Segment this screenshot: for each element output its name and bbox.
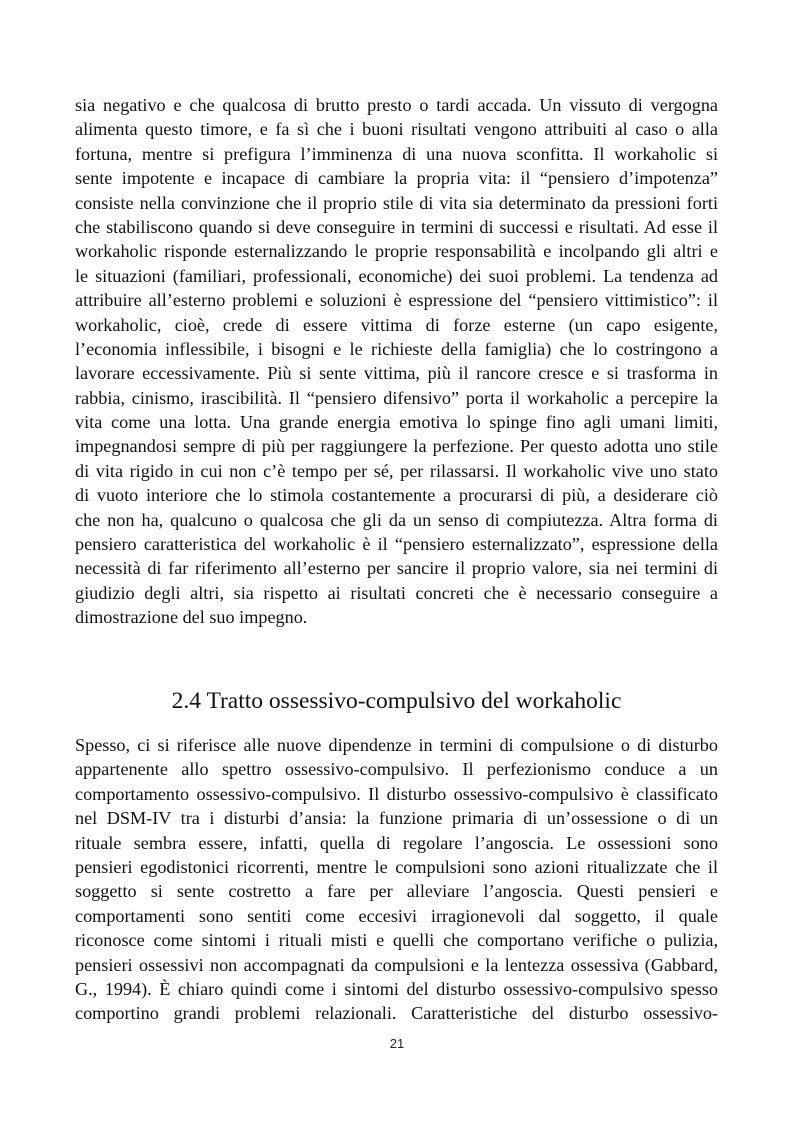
paragraph-line: comportamenti sono sentiti come eccesivi irragionevoli dal soggetto, il quale (75, 905, 718, 926)
paragraph-line: riconosce come sintomi i rituali misti e quelli che comportano verifiche o pulizia, (75, 930, 718, 951)
paragraph-line: attribuire all’esterno problemi e soluzioni è espressione del “pensiero vittimistico”: il (75, 290, 718, 311)
paragraph-line: G., 1994). È chiaro quindi come i sintomi del disturbo ossessivo-compulsivo spesso (75, 978, 718, 999)
paragraph-line: pensieri egodistonici ricorrenti, mentre le compulsioni sono azioni ritualizzate che il (75, 856, 718, 877)
paragraph-line: l’economia inflessibile, i bisogni e le richieste della famiglia) che lo costringono a (75, 338, 718, 359)
paragraph-line: workaholic, cioè, crede di essere vittima di forze esterne (un capo esigente, (75, 314, 718, 335)
paragraph-line: che non ha, qualcuno o qualcosa che gli da un senso di compiutezza. Altra forma di (75, 509, 718, 530)
paragraph-line: alimenta questo timore, e fa sì che i buoni risultati vengono attribuiti al caso o alla (75, 119, 718, 140)
paragraph-line: vita come una lotta. Una grande energia emotiva lo spinge fino agli umani limiti, (75, 412, 718, 433)
paragraph-line: Spesso, ci si riferisce alle nuove dipendenze in termini di compulsione o di disturbo (75, 735, 718, 755)
paragraph-line: rabbia, cinismo, irascibilità. Il “pensiero difensivo” porta il workaholic a percepire la (75, 387, 718, 408)
paragraph-line: che stabiliscono quando si deve conseguire in termini di successi e risultati. Ad esse il (75, 216, 718, 237)
paragraph-line: fortuna, mentre si prefigura l’imminenza di una nuova sconfitta. Il workaholic si (75, 143, 718, 164)
paragraph-line: comportino grandi problemi relazionali. Caratteristiche del disturbo ossessivo- (75, 1003, 718, 1024)
paragraph-line: lavorare eccessivamente. Più si sente vittima, più il rancore cresce e si trasforma in (75, 363, 718, 384)
paragraph-line: impegnandosi sempre di più per raggiungere la perfezione. Per questo adotta uno stile (75, 436, 718, 457)
paragraph-line: sente impotente e incapace di cambiare la propria vita: il “pensiero d’impotenza” (75, 168, 718, 189)
paragraph-line: appartenente allo spettro ossessivo-compulsivo. Il perfezionismo conduce a un (75, 759, 718, 780)
page-number: 21 (389, 1036, 405, 1051)
paragraph-line: di vuoto interiore che lo stimola costantemente a procurarsi di più, a desiderare ciò (75, 485, 718, 506)
paragraph-line: pensiero caratteristica del workaholic è il “pensiero esternalizzato”, espressione della (75, 534, 718, 555)
paragraph-line: le situazioni (familiari, professionali, economiche) dei suoi problemi. La tendenza ad (75, 265, 718, 286)
paragraph-line: dimostrazione del suo impegno. (75, 607, 308, 628)
paragraph-line: workaholic risponde esternalizzando le proprie responsabilità e incolpando gli altri e (75, 241, 718, 262)
paragraph-line: comportamento ossessivo-compulsivo. Il disturbo ossessivo-compulsivo è classificato (75, 783, 718, 804)
paragraph-line: rituale sembra essere, infatti, quella di regolare l’angoscia. Le ossessioni sono (75, 832, 718, 853)
paragraph-line: necessità di far riferimento all’esterno per sancire il proprio valore, sia nei termini di (75, 558, 718, 579)
paragraph-line: soggetto si sente costretto a fare per alleviare l’angoscia. Questi pensieri e (75, 881, 718, 902)
paragraph-line: consiste nella convinzione che il proprio stile di vita sia determinato da pressioni forti (75, 192, 718, 213)
section-heading: 2.4 Tratto ossessivo-compulsivo del workaholic (171, 688, 622, 714)
paragraph-line: di vita rigido in cui non c’è tempo per sé, per rilassarsi. Il workaholic vive uno stato (75, 460, 718, 481)
paragraph-line: nel DSM-IV tra i disturbi d’ansia: la funzione primaria di un’ossessione o di un (75, 808, 718, 829)
paragraph-line: sia negativo e che qualcosa di brutto presto o tardi accada. Un vissuto di vergogna (75, 95, 718, 115)
body-paragraph-1 (75, 93, 718, 630)
body-paragraph-2 (75, 733, 718, 1026)
paragraph-line: pensieri ossessivi non accompagnati da compulsioni e la lentezza ossessiva (Gabbard, (75, 954, 718, 975)
paragraph-line: giudizio degli altri, sia rispetto ai risultati concreti che è necessario conseguire a (75, 582, 718, 603)
